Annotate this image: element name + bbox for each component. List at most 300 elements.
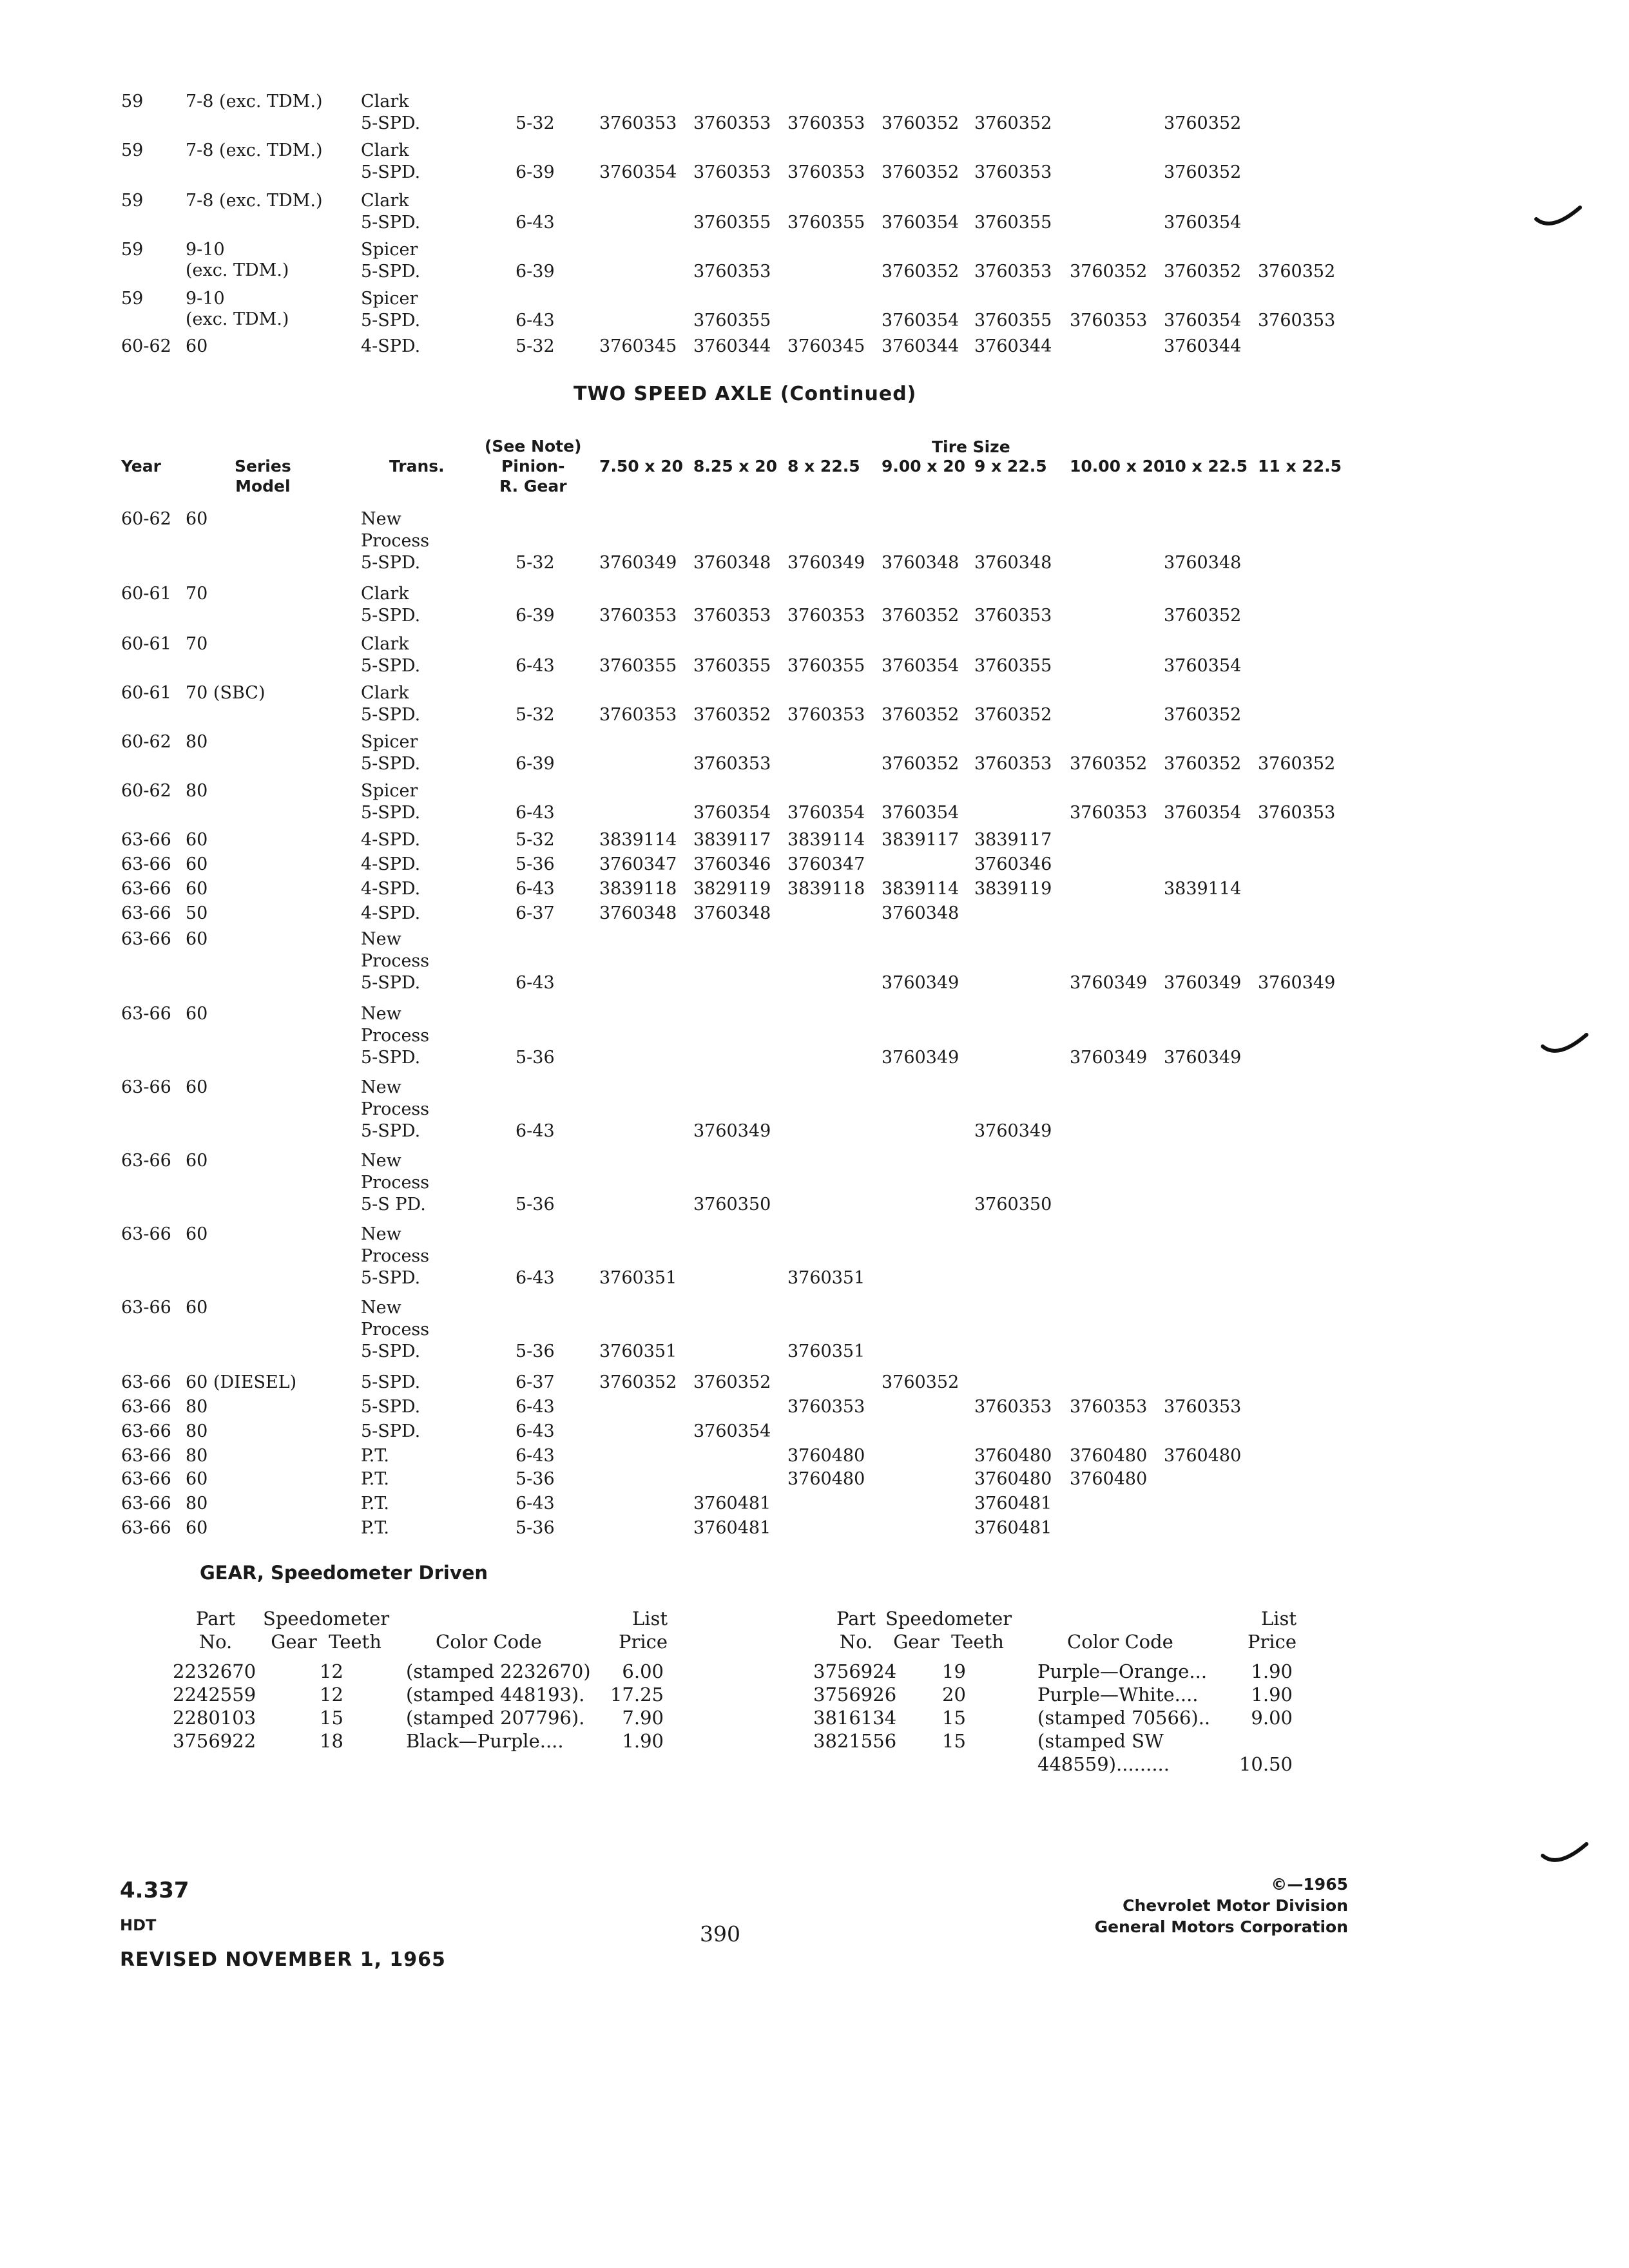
section-number: 4.337 [120, 1878, 189, 1903]
part-number-cell: 3760353 [787, 113, 865, 133]
part-number-cell: 3760353 [599, 705, 677, 725]
part-number-cell: 3760349 [1164, 973, 1242, 993]
part-number-cell: 3760352 [882, 705, 959, 725]
gear-teeth: 15 [320, 1707, 343, 1729]
part-number-cell: 3839118 [599, 879, 677, 899]
part-number-cell: 3760354 [599, 162, 677, 182]
ratio-cell: 6-43 [516, 213, 555, 233]
part-number-cell: 3760348 [882, 553, 959, 573]
part-number-cell: 3760352 [1164, 754, 1242, 774]
part-number-cell: 3760351 [787, 1268, 865, 1288]
part-number-cell: 3760354 [882, 311, 959, 331]
part-number-cell: 3760354 [882, 803, 959, 823]
part-number-cell: 3760353 [974, 754, 1052, 774]
header-tire-size: Tire Size [932, 437, 1010, 456]
part-number: 3756926 [813, 1684, 897, 1706]
trans-cell: P.T. [361, 1518, 389, 1538]
part-number-cell: 3839117 [693, 830, 771, 850]
ratio-cell: 6-43 [516, 1268, 555, 1288]
series-cell: 60 [186, 830, 208, 850]
year-cell: 63-66 [121, 854, 171, 874]
list-price: 9.00 [1251, 1707, 1293, 1729]
table-row [0, 335, 1629, 361]
part-number-cell: 3760355 [974, 213, 1052, 233]
series-cell: 9-10 [186, 289, 225, 309]
part-number-cell: 3760350 [974, 1195, 1052, 1215]
part-number-cell: 3760344 [974, 336, 1052, 356]
part-number-cell: 3760349 [1258, 973, 1336, 993]
header-tire-col: 8 x 22.5 [787, 457, 860, 476]
trans-cell: 4-SPD. [361, 879, 421, 899]
list-price: 1.90 [1251, 1660, 1293, 1682]
part-number: 3816134 [813, 1707, 897, 1729]
trans-cell: 5-SPD. [361, 1268, 421, 1288]
table-row [0, 682, 1629, 725]
ratio-cell: 6-43 [516, 1397, 555, 1417]
table-row [0, 1076, 1629, 1141]
part-number-cell: 3760480 [1070, 1469, 1148, 1489]
trans-cell: Process [361, 1026, 430, 1046]
series-cell: (exc. TDM.) [186, 260, 289, 280]
part-number-cell: 3760355 [787, 656, 865, 676]
table-row [0, 853, 1629, 879]
part-number-cell: 3760480 [787, 1469, 865, 1489]
ratio-cell: 6-43 [516, 973, 555, 993]
ratio-cell: 5-32 [516, 553, 555, 573]
series-cell: 60 [186, 879, 208, 899]
trans-cell: Spicer [361, 781, 418, 801]
revised-date: REVISED NOVEMBER 1, 1965 [120, 1948, 446, 1971]
series-cell: 60 [186, 1298, 208, 1318]
trans-cell: 4-SPD. [361, 830, 421, 850]
part-number-cell: 3760352 [1258, 262, 1336, 282]
header-tire-col: 10.00 x 20 [1070, 457, 1165, 476]
table-row [0, 829, 1629, 854]
part-number-cell: 3760352 [882, 113, 959, 133]
series-cell: 80 [186, 781, 208, 801]
ratio-cell: 6-43 [516, 803, 555, 823]
part-number-cell: 3760350 [693, 1195, 771, 1215]
part-number-cell: 3829119 [693, 879, 771, 899]
part-number-cell: 3760353 [693, 262, 771, 282]
trans-cell: 5-SPD. [361, 803, 421, 823]
year-cell: 63-66 [121, 1077, 171, 1097]
header-tire-col: 11 x 22.5 [1258, 457, 1342, 476]
table-row [0, 1003, 1629, 1068]
part-number-cell: 3760349 [599, 553, 677, 573]
part-number-cell: 3760480 [787, 1446, 865, 1466]
list-price: 6.00 [622, 1660, 664, 1682]
part-number-cell: 3760352 [882, 1372, 959, 1392]
year-cell: 63-66 [121, 1446, 171, 1466]
color-code: (stamped 2232670) [406, 1660, 591, 1682]
part-number-cell: 3760353 [693, 754, 771, 774]
trans-cell: 5-SPD. [361, 1341, 421, 1361]
year-cell: 63-66 [121, 1397, 171, 1417]
series-cell: 60 [186, 1004, 208, 1024]
part-number-cell: 3760352 [693, 705, 771, 725]
part-number-cell: 3760353 [599, 113, 677, 133]
series-cell: 7-8 (exc. TDM.) [186, 140, 323, 160]
series-cell: 60 [186, 509, 208, 529]
series-cell: 60 [186, 1151, 208, 1171]
list-price: 1.90 [1251, 1684, 1293, 1706]
part-number-cell: 3760348 [693, 553, 771, 573]
series-cell: 80 [186, 1421, 208, 1441]
trans-cell: Spicer [361, 289, 418, 309]
section-title: TWO SPEED AXLE (Continued) [574, 383, 917, 405]
trans-cell: 5-SPD. [361, 1121, 421, 1141]
ratio-cell: 6-43 [516, 879, 555, 899]
part-number-cell: 3760354 [1164, 803, 1242, 823]
ratio-cell: 6-39 [516, 262, 555, 282]
part-number-cell: 3760348 [1164, 553, 1242, 573]
part-number-cell: 3760347 [599, 854, 677, 874]
series-cell: 9-10 [186, 240, 225, 260]
part-number-cell: 3760353 [1164, 1397, 1242, 1417]
series-cell: 50 [186, 903, 208, 923]
ratio-cell: 6-37 [516, 1372, 555, 1392]
part-number-cell: 3760352 [1070, 262, 1148, 282]
part-number-cell: 3760353 [974, 262, 1052, 282]
part-number-cell: 3760348 [599, 903, 677, 923]
table-row [0, 1517, 1629, 1542]
part-number-cell: 3760349 [882, 1048, 959, 1068]
part-number-cell: 3760353 [1070, 1397, 1148, 1417]
margin-check-mark [1534, 204, 1585, 232]
year-cell: 59 [121, 91, 144, 111]
part-number-cell: 3760352 [882, 162, 959, 182]
list-price: 17.25 [610, 1684, 664, 1706]
part-number-cell: 3760354 [882, 656, 959, 676]
header-tire-col: 9.00 x 20 [882, 457, 966, 476]
year-cell: 63-66 [121, 879, 171, 899]
part-number-cell: 3760354 [1164, 311, 1242, 331]
series-cell: 7-8 (exc. TDM.) [186, 91, 323, 111]
margin-check-mark [1540, 1840, 1592, 1869]
table-row [0, 1468, 1629, 1494]
part-number-cell: 3760352 [599, 1372, 677, 1392]
part-number-cell: 3760352 [1164, 705, 1242, 725]
margin-check-mark [1540, 1031, 1592, 1059]
year-cell: 59 [121, 140, 144, 160]
trans-cell: 5-SPD. [361, 113, 421, 133]
part-number-cell: 3839117 [882, 830, 959, 850]
part-number: 3756924 [813, 1660, 897, 1682]
trans-cell: 4-SPD. [361, 854, 421, 874]
trans-cell: 5-SPD. [361, 656, 421, 676]
part-number-cell: 3760353 [1070, 311, 1148, 331]
series-cell: 70 [186, 584, 208, 604]
part-number-cell: 3760352 [693, 1372, 771, 1392]
part-number-cell: 3760355 [693, 213, 771, 233]
year-cell: 63-66 [121, 830, 171, 850]
part-number-cell: 3760480 [974, 1446, 1052, 1466]
trans-cell: New [361, 509, 401, 529]
trans-cell: Spicer [361, 240, 418, 260]
list-price: 10.50 [1239, 1753, 1293, 1775]
ratio-cell: 6-43 [516, 1421, 555, 1441]
header-part-no: Part No. [836, 1608, 876, 1653]
series-cell: 80 [186, 1494, 208, 1514]
gear-teeth: 12 [320, 1660, 343, 1682]
ratio-cell: 6-39 [516, 754, 555, 774]
part-number-cell: 3760352 [882, 262, 959, 282]
color-code: Black—Purple.... [406, 1730, 564, 1752]
part-number-cell: 3760355 [787, 213, 865, 233]
table-row [0, 731, 1629, 774]
series-cell: 60 [186, 1224, 208, 1244]
trans-cell: Clark [361, 91, 409, 111]
year-cell: 63-66 [121, 1469, 171, 1489]
part-number-cell: 3760353 [693, 113, 771, 133]
ratio-cell: 5-32 [516, 830, 555, 850]
part-number-cell: 3760352 [1070, 754, 1148, 774]
ratio-cell: 6-39 [516, 606, 555, 626]
trans-cell: Process [361, 951, 430, 971]
year-cell: 63-66 [121, 1298, 171, 1318]
part-number-cell: 3760347 [787, 854, 865, 874]
year-cell: 60-61 [121, 683, 171, 703]
part-number-cell: 3760355 [974, 656, 1052, 676]
part-number-cell: 3760352 [882, 606, 959, 626]
part-number-cell: 3760349 [787, 553, 865, 573]
header-year: Year [121, 457, 161, 476]
gear-teeth: 19 [942, 1660, 966, 1682]
part-number-cell: 3760349 [693, 1121, 771, 1141]
table-row [0, 508, 1629, 573]
part-number-cell: 3760354 [693, 1421, 771, 1441]
part-number-cell: 3760354 [787, 803, 865, 823]
gear-teeth: 15 [942, 1707, 966, 1729]
part-number-cell: 3760353 [1258, 311, 1336, 331]
year-cell: 63-66 [121, 1421, 171, 1441]
table-row [0, 1445, 1629, 1470]
header-list-price: List Price [619, 1608, 668, 1653]
part-number-cell: 3760346 [974, 854, 1052, 874]
ratio-cell: 6-43 [516, 311, 555, 331]
trans-cell: New [361, 1151, 401, 1171]
series-cell: 60 (DIESEL) [186, 1372, 297, 1392]
list-price: 1.90 [622, 1730, 664, 1752]
trans-cell: 5-SPD. [361, 1397, 421, 1417]
trans-cell: Clark [361, 140, 409, 160]
copyright: ©—1965 [1271, 1875, 1348, 1894]
trans-cell: Clark [361, 683, 409, 703]
header-list-price: List Price [1248, 1608, 1297, 1653]
table-row [0, 633, 1629, 676]
series-cell: 80 [186, 1446, 208, 1466]
trans-cell: P.T. [361, 1469, 389, 1489]
part-number-cell: 3760481 [693, 1494, 771, 1514]
part-number-cell: 3760353 [1070, 803, 1148, 823]
part-number-cell: 3760481 [974, 1518, 1052, 1538]
header-speedometer-teeth: Speedometer Gear Teeth [263, 1608, 390, 1653]
header-tire-col: 9 x 22.5 [974, 457, 1047, 476]
series-cell: 60 [186, 336, 208, 356]
part-number-cell: 3839114 [599, 830, 677, 850]
year-cell: 63-66 [121, 1518, 171, 1538]
year-cell: 60-62 [121, 509, 171, 529]
series-cell: 60 [186, 1469, 208, 1489]
year-cell: 60-61 [121, 634, 171, 654]
trans-cell: Process [361, 531, 430, 551]
color-code: Purple—White.... [1037, 1684, 1199, 1706]
part-number-cell: 3760348 [693, 903, 771, 923]
header-part-no: Part No. [196, 1608, 236, 1653]
ratio-cell: 5-32 [516, 705, 555, 725]
part-number-cell: 3760354 [693, 803, 771, 823]
part-number-cell: 3760344 [1164, 336, 1242, 356]
part-number-cell: 3839114 [882, 879, 959, 899]
table-row [0, 1223, 1629, 1288]
part-number-cell: 3760480 [1164, 1446, 1242, 1466]
part-number-cell: 3760346 [693, 854, 771, 874]
table-row [0, 90, 1629, 133]
table-row [0, 238, 1629, 282]
ratio-cell: 5-36 [516, 1195, 555, 1215]
trans-cell: 5-SPD. [361, 705, 421, 725]
year-cell: 59 [121, 191, 144, 211]
part-number-cell: 3760481 [693, 1518, 771, 1538]
trans-cell: New [361, 1224, 401, 1244]
year-cell: 63-66 [121, 929, 171, 949]
trans-cell: 5-SPD. [361, 1372, 421, 1392]
part-number-cell: 3760349 [974, 1121, 1052, 1141]
year-cell: 60-62 [121, 781, 171, 801]
trans-cell: New [361, 1077, 401, 1097]
part-number-cell: 3760353 [693, 162, 771, 182]
ratio-cell: 6-43 [516, 1121, 555, 1141]
color-code: (stamped SW 448559)......... [1037, 1730, 1170, 1775]
gear-teeth: 18 [320, 1730, 343, 1752]
trans-cell: Spicer [361, 732, 418, 752]
part-number: 2242559 [173, 1684, 256, 1706]
ratio-cell: 6-43 [516, 1446, 555, 1466]
color-code: (stamped 70566).. [1037, 1707, 1211, 1729]
series-cell: 80 [186, 1397, 208, 1417]
part-number-cell: 3839117 [974, 830, 1052, 850]
header-color-code: Color Code [436, 1631, 542, 1653]
year-cell: 63-66 [121, 1004, 171, 1024]
division-name: Chevrolet Motor Division [1123, 1896, 1348, 1915]
series-cell: (exc. TDM.) [186, 309, 289, 329]
trans-cell: P.T. [361, 1446, 389, 1466]
part-number-cell: 3760352 [1258, 754, 1336, 774]
trans-cell: 5-SPD. [361, 213, 421, 233]
year-cell: 60-61 [121, 584, 171, 604]
series-cell: 60 [186, 1077, 208, 1097]
trans-cell: Process [361, 1320, 430, 1340]
year-cell: 63-66 [121, 1224, 171, 1244]
color-code: (stamped 448193). [406, 1684, 585, 1706]
trans-cell: Clark [361, 191, 409, 211]
table-row [0, 1396, 1629, 1421]
hdt-label: HDT [120, 1916, 157, 1934]
header-trans: Trans. [389, 457, 445, 476]
part-number-cell: 3760352 [882, 754, 959, 774]
part-number-cell: 3760354 [1164, 213, 1242, 233]
part-number-cell: 3839118 [787, 879, 865, 899]
trans-cell: P.T. [361, 1494, 389, 1514]
part-number-cell: 3839114 [787, 830, 865, 850]
header-tire-col: 7.50 x 20 [599, 457, 684, 476]
header-speedometer-teeth: Speedometer Gear Teeth [885, 1608, 1012, 1653]
part-number-cell: 3760480 [1070, 1446, 1148, 1466]
trans-cell: 5-SPD. [361, 754, 421, 774]
table-row [0, 1296, 1629, 1361]
table-row [0, 139, 1629, 182]
year-cell: 63-66 [121, 1372, 171, 1392]
trans-cell: Process [361, 1099, 430, 1119]
ratio-cell: 5-36 [516, 1048, 555, 1068]
part-number-cell: 3760355 [693, 311, 771, 331]
trans-cell: 5-SPD. [361, 1421, 421, 1441]
trans-cell: 4-SPD. [361, 336, 421, 356]
trans-cell: Process [361, 1246, 430, 1266]
part-number-cell: 3760353 [787, 606, 865, 626]
list-price: 7.90 [622, 1707, 664, 1729]
ratio-cell: 5-36 [516, 1469, 555, 1489]
series-cell: 7-8 (exc. TDM.) [186, 191, 323, 211]
part-number: 2280103 [173, 1707, 256, 1729]
part-number-cell: 3760353 [974, 606, 1052, 626]
part-number-cell: 3760352 [1164, 113, 1242, 133]
part-number-cell: 3760344 [693, 336, 771, 356]
trans-cell: 4-SPD. [361, 903, 421, 923]
part-number-cell: 3760349 [1070, 973, 1148, 993]
year-cell: 59 [121, 289, 144, 309]
trans-cell: Clark [361, 584, 409, 604]
table-row [0, 1149, 1629, 1215]
part-number-cell: 3760349 [1164, 1048, 1242, 1068]
part-number-cell: 3760354 [1164, 656, 1242, 676]
series-cell: 80 [186, 732, 208, 752]
part-number-cell: 3760352 [974, 705, 1052, 725]
part-number-cell: 3839114 [1164, 879, 1242, 899]
part-number-cell: 3760345 [599, 336, 677, 356]
trans-cell: 5-SPD. [361, 311, 421, 331]
part-number-cell: 3760351 [599, 1268, 677, 1288]
year-cell: 60-62 [121, 732, 171, 752]
part-number-cell: 3760354 [882, 213, 959, 233]
part-number-cell: 3760353 [974, 1397, 1052, 1417]
part-number-cell: 3760349 [882, 973, 959, 993]
year-cell: 63-66 [121, 1151, 171, 1171]
table-row [0, 780, 1629, 823]
part-number-cell: 3760353 [599, 606, 677, 626]
trans-cell: New [361, 1298, 401, 1318]
ratio-cell: 6-43 [516, 1494, 555, 1514]
year-cell: 63-66 [121, 903, 171, 923]
trans-cell: New [361, 1004, 401, 1024]
corporation-name: General Motors Corporation [1094, 1917, 1348, 1936]
ratio-cell: 6-43 [516, 656, 555, 676]
series-cell: 60 [186, 1518, 208, 1538]
part-number-cell: 3760352 [1164, 606, 1242, 626]
part-number-cell: 3760345 [787, 336, 865, 356]
ratio-cell: 5-32 [516, 336, 555, 356]
ratio-cell: 5-32 [516, 113, 555, 133]
series-cell: 70 [186, 634, 208, 654]
table-row [0, 902, 1629, 928]
trans-cell: 5-SPD. [361, 606, 421, 626]
part-number-cell: 3760353 [1258, 803, 1336, 823]
part-number-cell: 3760349 [1070, 1048, 1148, 1068]
trans-cell: 5-SPD. [361, 973, 421, 993]
series-cell: 70 (SBC) [186, 683, 265, 703]
part-number-cell: 3760348 [882, 903, 959, 923]
